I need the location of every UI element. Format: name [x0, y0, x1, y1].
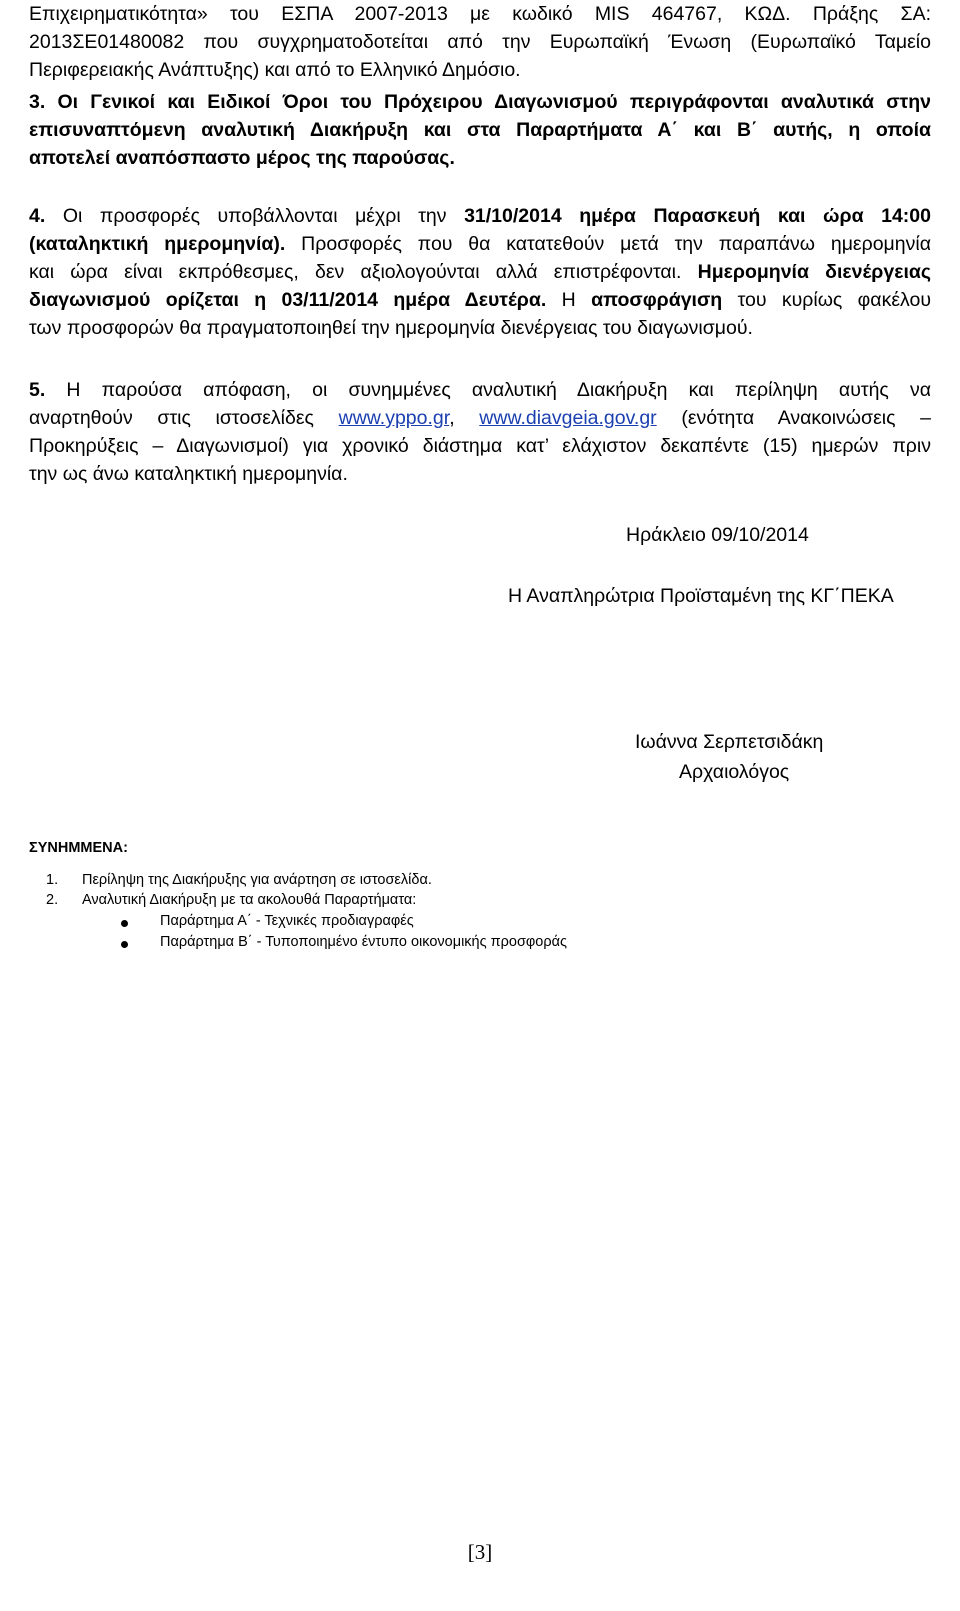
attachment-number: 2.: [46, 892, 59, 908]
bullet-icon: [121, 920, 128, 927]
attachment-number: 1.: [46, 872, 59, 888]
paragraph-line: αναρτηθούν στις ιστοσελίδες www.yppo.gr, www.diavgeia.gov.gr (ενότητα Ανακοινώσεις –: [29, 407, 931, 429]
bullet-icon: [121, 941, 128, 948]
paragraph-line: 4. Οι προσφορές υποβάλλονται μέχρι την 31/10/2014 ημέρα Παρασκευή και ώρα 14:00: [29, 205, 931, 227]
attachment-subitem: Παράρτημα Β΄ - Τυποποιημένο έντυπο οικονομικής προσφοράς: [160, 934, 567, 950]
attachment-item: Αναλυτική Διακήρυξη με τα ακολουθά Παραρτήματα:: [82, 892, 417, 908]
signatory-name: Ιωάννα Σερπετσιδάκη: [635, 731, 824, 753]
signatory-role: Η Αναπληρώτρια Προϊσταμένη της ΚΓ΄ΠΕΚΑ: [508, 585, 894, 607]
intro-line: Επιχειρηματικότητα» του ΕΣΠΑ 2007-2013 με κωδικό MIS 464767, ΚΩΔ. Πράξης ΣΑ:: [29, 3, 931, 25]
paragraph-line: 3. Οι Γενικοί και Ειδικοί Όροι του Πρόχειρου Διαγωνισμού περιγράφονται αναλυτικά στην: [29, 91, 931, 113]
deadline-text: 31/10/2014 ημέρα Παρασκευή και ώρα 14:00: [464, 205, 931, 227]
paragraph-line: και ώρα είναι εκπρόθεσμες, δεν αξιολογούνται αλλά επιστρέφονται. Ημερομηνία διενέργειας: [29, 261, 931, 283]
competition-date-text: διαγωνισμού ορίζεται η 03/11/2014 ημέρα Δευτέρα.: [29, 289, 547, 311]
attachments-heading: ΣΥΝΗΜΜΕΝΑ:: [29, 840, 128, 856]
paragraph-line: των προσφορών θα πραγματοποιηθεί την ημερομηνία διενέργειας του διαγωνισμού.: [29, 317, 753, 339]
link-yppo[interactable]: www.yppo.gr: [338, 407, 450, 429]
intro-line: Περιφερειακής Ανάπτυξης) και από το Ελληνικό Δημόσιο.: [29, 59, 521, 81]
paragraph-line: αποτελεί αναπόσπαστο μέρος της παρούσας.: [29, 147, 455, 169]
attachment-subitem: Παράρτημα Α΄ - Τεχνικές προδιαγραφές: [160, 913, 414, 929]
intro-paragraph: [29, 0, 931, 84]
place-date: Ηράκλειο 09/10/2014: [626, 524, 809, 546]
link-diavgeia[interactable]: www.diavgeia.gov.gr: [479, 407, 657, 429]
attachment-item: Περίληψη της Διακήρυξης για ανάρτηση σε ιστοσελίδα.: [82, 872, 432, 888]
paragraph-4: [29, 202, 931, 342]
paragraph-line: την ως άνω καταληκτική ημερομηνία.: [29, 463, 348, 485]
paragraph-line: επισυναπτόμενη αναλυτική Διακήρυξη και στα Παραρτήματα Α΄ και Β΄ αυτής, η οποία: [29, 119, 931, 141]
paragraph-line: (καταληκτική ημερομηνία). Προσφορές που θα κατατεθούν μετά την παραπάνω ημερομηνία: [29, 233, 931, 255]
paragraph-number: 4.: [29, 205, 46, 227]
intro-line: 2013ΣΕ01480082 που συγχρηματοδοτείται από την Ευρωπαϊκή Ένωση (Ευρωπαϊκό Ταμείο: [29, 31, 931, 53]
paragraph-3: [29, 88, 931, 172]
paragraph-line: Προκηρύξεις – Διαγωνισμοί) για χρονικό διάστημα κατ’ ελάχιστον δεκαπέντε (15) ημερών πριν: [29, 435, 931, 457]
signatory-title: Αρχαιολόγος: [679, 761, 790, 783]
paragraph-line: διαγωνισμού ορίζεται η 03/11/2014 ημέρα Δευτέρα. Η αποσφράγιση του κυρίως φακέλου: [29, 289, 931, 311]
paragraph-number: 5.: [29, 379, 46, 401]
page-number: [3]: [467, 1540, 493, 1564]
paragraph-line: 5. Η παρούσα απόφαση, οι συνημμένες αναλυτική Διακήρυξη και περίληψη αυτής να: [29, 379, 931, 401]
paragraph-5: [29, 376, 931, 488]
